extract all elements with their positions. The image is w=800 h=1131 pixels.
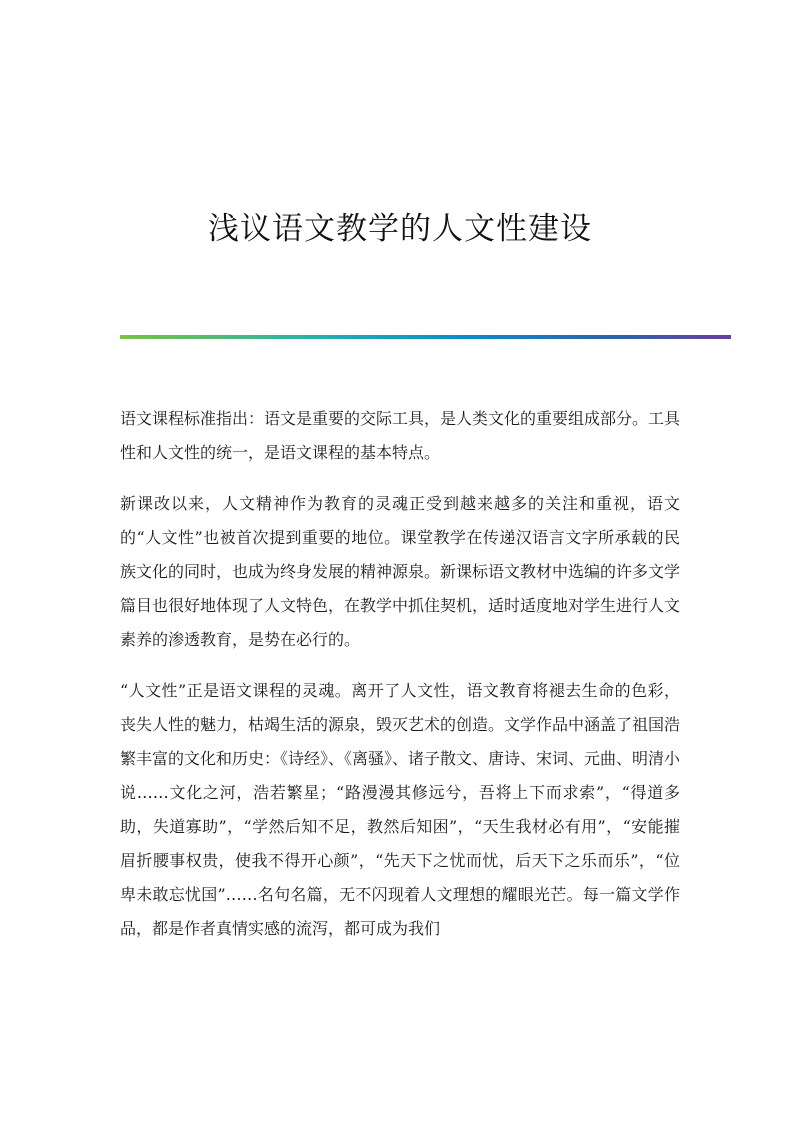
paragraph-1: 语文课程标准指出：语文是重要的交际工具，是人类文化的重要组成部分。工具性和人文性的统一，是语文课程的基本特点。 [120,409,681,462]
document-title: 浅议语文教学的人文性建设 [208,210,592,247]
title-divider [120,335,731,339]
document-body [120,402,680,963]
paragraph-2: 新课改以来，人文精神作为教育的灵魂正受到越来越多的关注和重视，语文的“人文性”也被首次提到重要的地位。课堂教学在传递汉语言文字所承载的民族文化的同时，也成为终身发展的精神源泉。新课标语文教材中选编的许多文学篇目也很好地体现了人文特色，在教学中抓住契机，适时适度地对学生进行人文素养的渗透教育，是势在必行的。 [120,494,681,649]
paragraph-3: “人文性”正是语文课程的灵魂。离开了人文性，语文教育将褪去生命的色彩，丧失人性的魅力，枯竭生活的源泉，毁灭艺术的创造。文学作品中涵盖了祖国浩繁丰富的文化和历史：《诗经》、《离骚》、诸子散文、唐诗、宋词、元曲、明清小说……文化之河，浩若繁星；“路漫漫其修远兮，吾将上下而求索”，“得道多助，失道寡助”，“学然后知不足，教然后知困”，“天生我材必有用”，“安能摧眉折腰事权贵，使我不得开心颜”，“先天下之忧而忧，后天下之乐而乐”，“位卑未敢忘忧国”……名句名篇，无不闪现着人文理想的耀眼光芒。每一篇文学作品，都是作者真情实感的流泻，都可成为我们 [120,681,681,938]
